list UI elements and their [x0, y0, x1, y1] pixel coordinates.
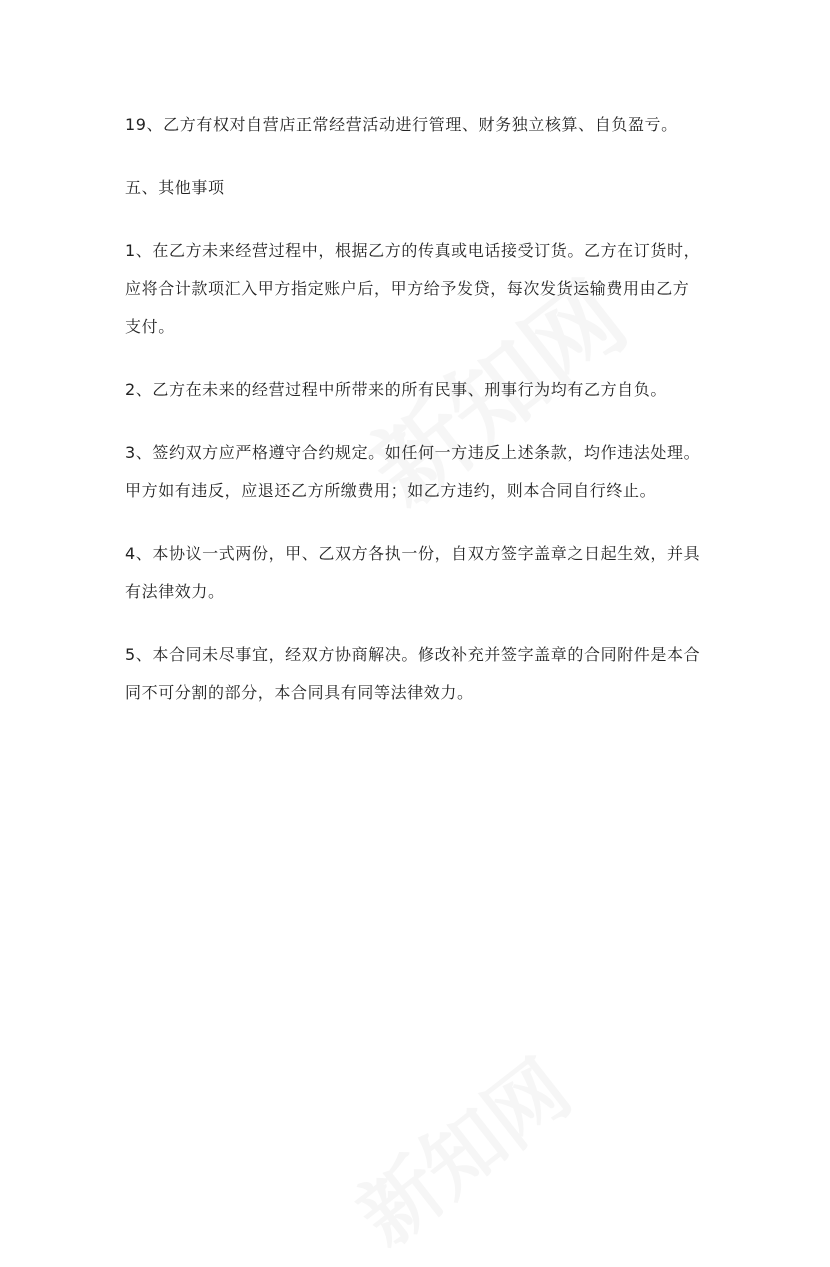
text-line: 五、其他事项 — [125, 178, 225, 197]
clause-3 — [125, 434, 715, 510]
text-line: 同不可分割的部分，本合同具有同等法律效力。 — [125, 683, 474, 702]
text-line: 19、乙方有权对自营店正常经营活动进行管理、财务独立核算、自负盈亏。 — [125, 115, 678, 134]
text-line: 4、本协议一式两份，甲、乙双方各执一份，自双方签字盖章之日起生效，并具 — [125, 544, 701, 563]
text-line: 3、签约双方应严格遵守合约规定。如任何一方违反上述条款，均作违法处理。 — [125, 443, 701, 462]
text-line: 5、本合同未尽事宜，经双方协商解决。修改补充并签字盖章的合同附件是本合 — [125, 645, 701, 664]
clause-1 — [125, 232, 715, 346]
text-line: 甲方如有违反，应退还乙方所缴费用；如乙方违约，则本合同自行终止。 — [125, 481, 657, 500]
section-heading — [125, 169, 715, 207]
text-line: 1、在乙方未来经营过程中，根据乙方的传真或电话接受订货。乙方在订货时， — [125, 241, 701, 260]
document-body — [125, 106, 715, 737]
clause-4 — [125, 535, 715, 611]
watermark-bottom — [330, 1028, 590, 1266]
text-line: 支付。 — [125, 317, 175, 336]
text-line: 有法律效力。 — [125, 582, 225, 601]
text-line: 应将合计款项汇入甲方指定账户后，甲方给予发贷，每次发货运输费用由乙方 — [125, 279, 690, 298]
clause-2 — [125, 371, 715, 409]
clause-5 — [125, 636, 715, 712]
clause-19 — [125, 106, 715, 144]
text-line: 2、乙方在未来的经营过程中所带来的所有民事、刑事行为均有乙方自负。 — [125, 380, 667, 399]
